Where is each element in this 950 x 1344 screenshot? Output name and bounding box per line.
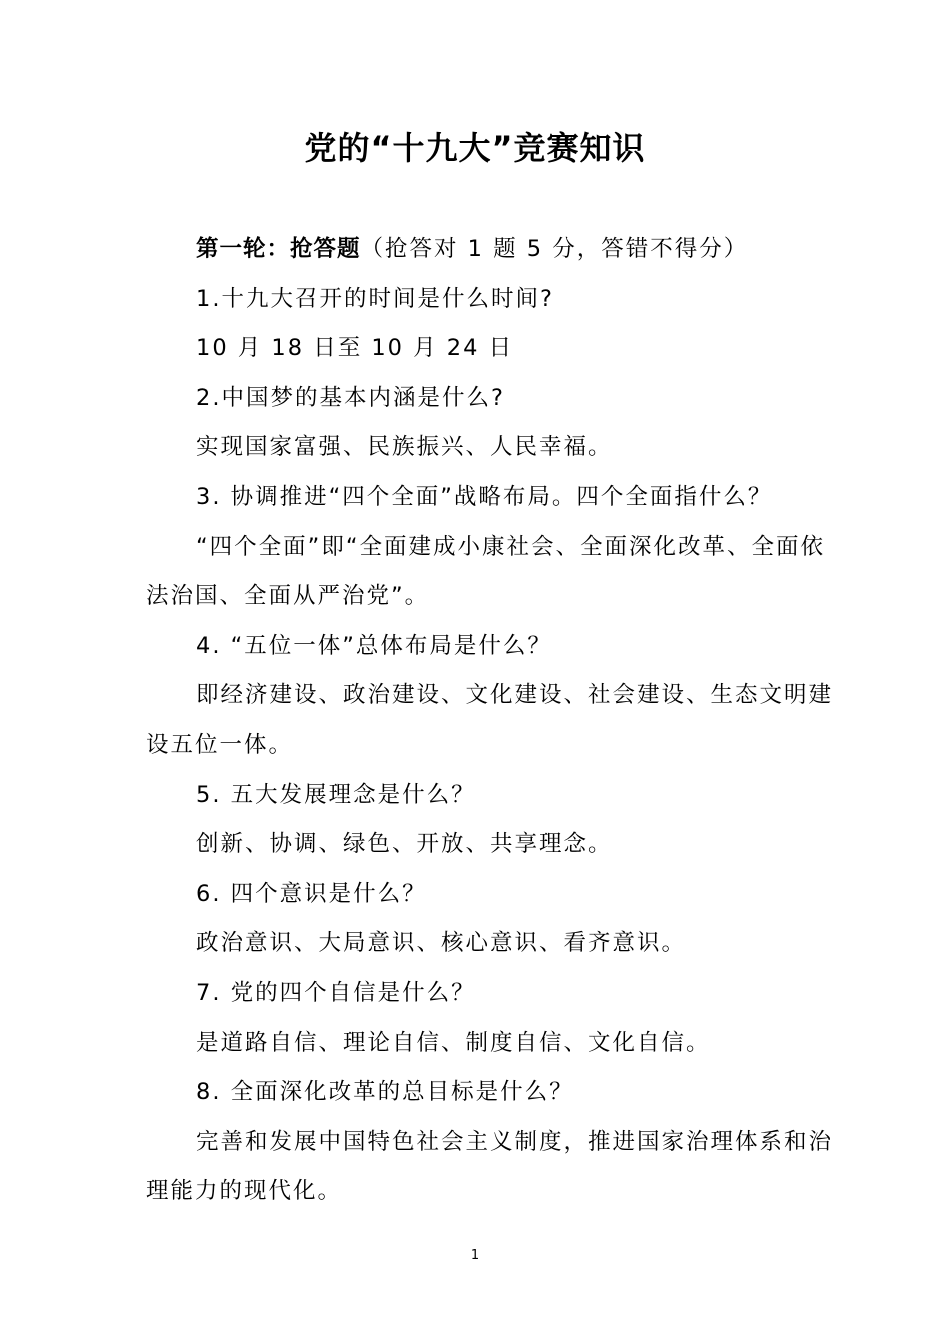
answer-1: 10 月 18 日至 10 月 24 日 [196,335,514,362]
answer-5: 创新、协调、绿色、开放、共享理念。 [196,831,613,858]
answer-2: 实现国家富强、民族振兴、人民幸福。 [196,434,613,461]
question-1: 1.十九大召开的时间是什么时间? [196,285,554,312]
answer-3: “四个全面”即“全面建成小康社会、全面深化改革、全面依法治国、全面从严治党”。 [146,533,825,610]
question-4: 4. “五位一体”总体布局是什么？ [196,632,552,659]
question-7: 7. 党的四个自信是什么？ [196,979,476,1006]
document-body [146,225,836,1217]
round-note: （抢答对 1 题 5 分，答错不得分） [360,236,749,262]
question-5: 5. 五大发展理念是什么？ [196,781,476,808]
answer-8: 完善和发展中国特色社会主义制度，推进国家治理体系和治理能力的现代化。 [146,1128,834,1205]
question-3: 3. 协调推进“四个全面”战略布局。四个全面指什么？ [196,483,773,510]
question-8: 8. 全面深化改革的总目标是什么？ [196,1079,574,1106]
answer-6: 政治意识、大局意识、核心意识、看齐意识。 [196,930,687,957]
answer-4: 即经济建设、政治建设、文化建设、社会建设、生态文明建设五位一体。 [146,682,834,758]
question-6: 6. 四个意识是什么？ [196,880,427,907]
round-heading [146,225,836,275]
answer-7: 是道路自信、理论自信、制度自信、文化自信。 [196,1029,711,1056]
round-title: 第一轮：抢答题 [196,236,361,262]
page-title: 党的“十九大”竞赛知识 [304,129,646,167]
page-number: 1 [470,1248,480,1263]
question-2: 2.中国梦的基本内涵是什么? [196,384,505,411]
